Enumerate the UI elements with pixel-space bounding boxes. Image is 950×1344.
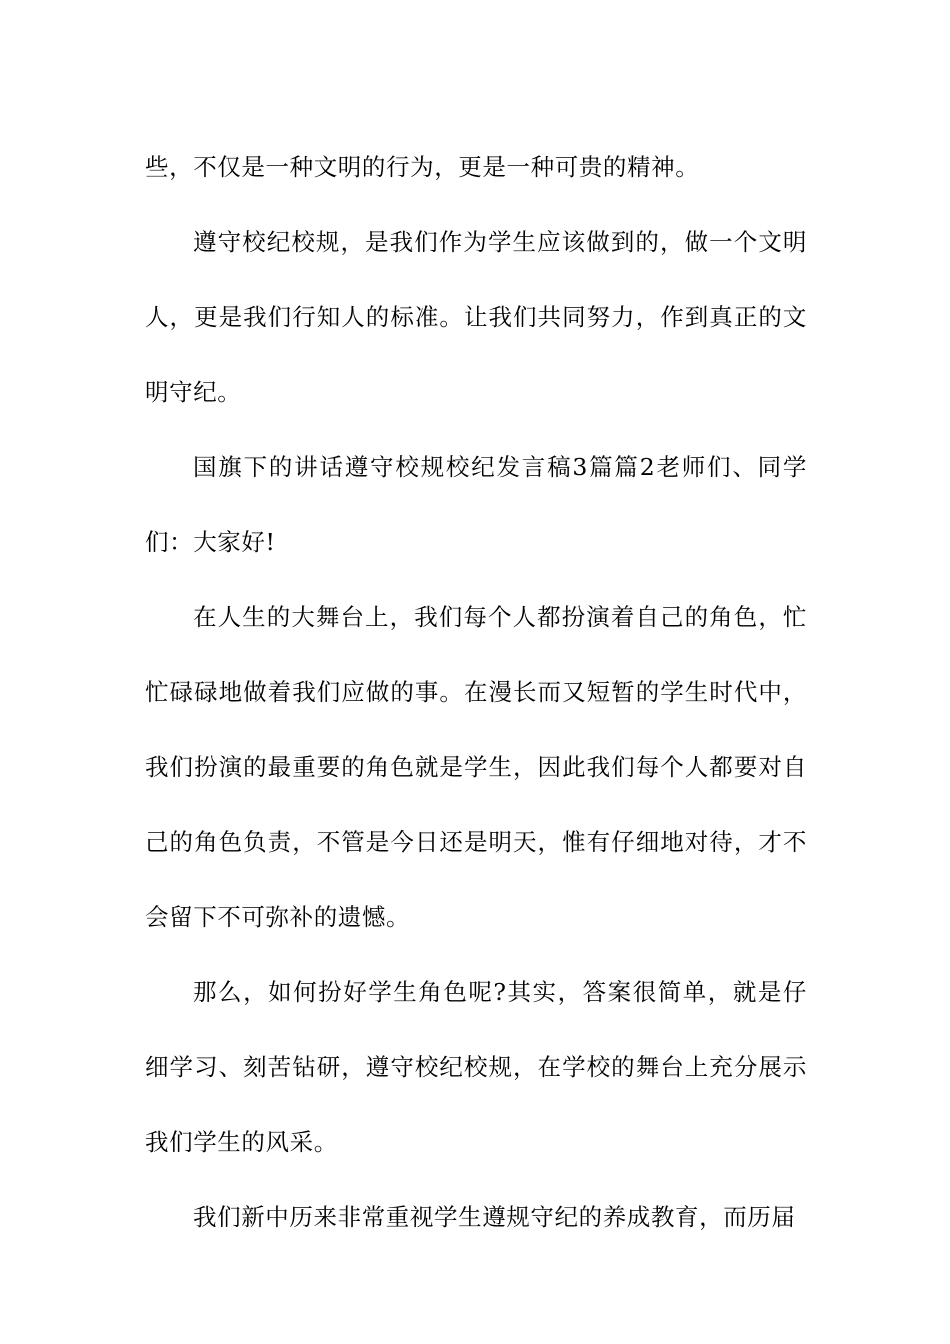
body-text <box>145 130 807 1255</box>
paragraph: 遵守校纪校规，是我们作为学生应该做到的，做一个文明人，更是我们行知人的标准。让我们共同努力，作到真正的文明守纪。 <box>145 228 807 406</box>
paragraph: 在人生的大舞台上，我们每个人都扮演着自己的角色，忙忙碌碌地做着我们应做的事。在漫长而又短暂的学生时代中，我们扮演的最重要的角色就是学生，因此我们每个人都要对自己的角色负责，不管是今日还是明天，惟有仔细地对待，才不会留下不可弥补的遗憾。 <box>145 603 807 931</box>
paragraph-continued: 些，不仅是一种文明的行为，更是一种可贵的精神。 <box>145 153 700 181</box>
paragraph: 那么，如何扮好学生角色呢?其实，答案很简单，就是仔细学习、刻苦钻研，遵守校纪校规，在学校的舞台上充分展示我们学生的风采。 <box>145 978 807 1156</box>
paragraph: 我们新中历来非常重视学生遵规守纪的养成教育，而历届 <box>193 1203 796 1231</box>
paragraph-heading-line: 国旗下的讲话遵守校规校纪发言稿3篇篇2老师们、同学们：大家好! <box>145 453 807 556</box>
